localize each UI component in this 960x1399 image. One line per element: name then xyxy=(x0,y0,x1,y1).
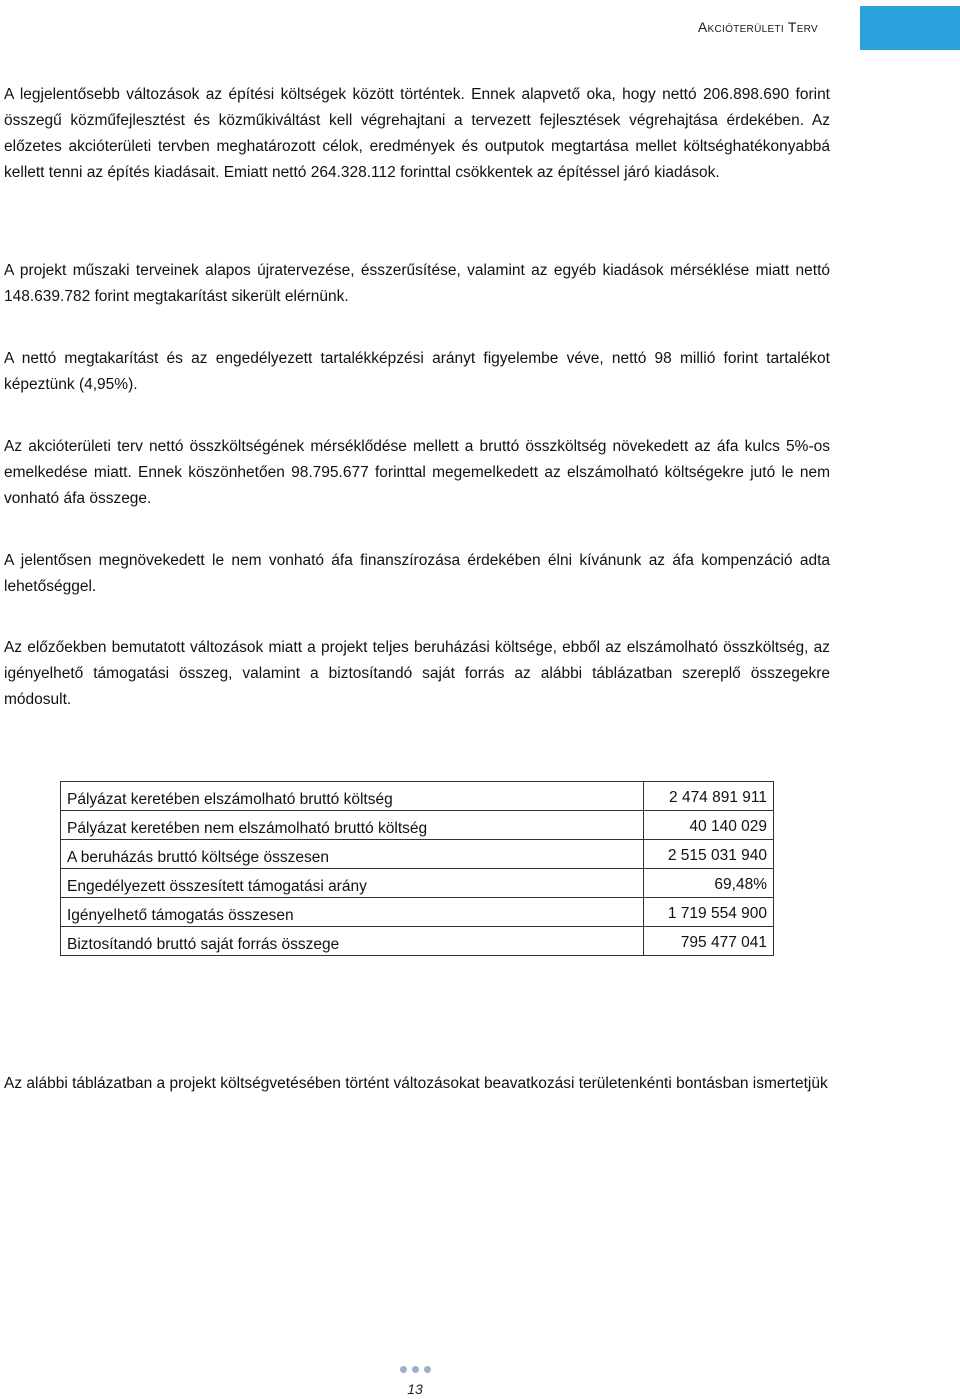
footer-dot xyxy=(412,1366,419,1373)
table-cell-label: Engedélyezett összesített támogatási arány xyxy=(61,869,644,898)
paragraph-breakdown-intro: Az alábbi táblázatban a projekt költségvetésében történt változásokat beavatkozási területenkénti bontásban ismertetjük xyxy=(4,1075,828,1092)
table-row xyxy=(61,782,774,811)
footer-dot xyxy=(424,1366,431,1373)
table-cell-value: 69,48% xyxy=(644,869,774,898)
table-cell-value: 2 474 891 911 xyxy=(644,782,774,811)
paragraph-reserve: A nettó megtakarítást és az engedélyezett tartalékképzési arányt figyelembe véve, nettó 98 millió forint tartalékot képeztünk (4,95%). xyxy=(4,350,830,393)
table-cell-label: Pályázat keretében nem elszámolható bruttó költség xyxy=(61,811,644,840)
paragraph-cost-changes: A legjelentősebb változások az építési költségek között történtek. Ennek alapvető oka, hogy nettó 206.898.690 forint összegű közműfejlesztést és közműkiváltást kell végrehajtani a tervezett fejlesztések végrehajtása érdekében. Az előzetes akcióterületi tervben meghatározott célok, eredmények és outputok megtartása mellet költséghatékonyabbá kellett tenni az építés kiadásait. Emiatt nettó 264.328.112 forinttal csökkentek az építéssel járó kiadások. xyxy=(4,86,830,181)
table-row xyxy=(61,840,774,869)
page-number: 13 xyxy=(407,1381,423,1397)
table-cell-value: 2 515 031 940 xyxy=(644,840,774,869)
table-cell-value: 795 477 041 xyxy=(644,927,774,956)
table-cell-value: 1 719 554 900 xyxy=(644,898,774,927)
paragraph-vat-increase: Az akcióterületi terv nettó összköltségének mérséklődése mellett a bruttó összköltség növekedett az áfa kulcs 5%-os emelkedése miatt. Ennek köszönhetően 98.795.677 forinttal megemelkedett az elszámolható költségekre jutó le nem vonható áfa összege. xyxy=(4,438,830,507)
table-row xyxy=(61,869,774,898)
table-cell-label: Biztosítandó bruttó saját forrás összege xyxy=(61,927,644,956)
footer-dot xyxy=(400,1366,407,1373)
table-cell-value: 40 140 029 xyxy=(644,811,774,840)
paragraph-table-intro: Az előzőekben bemutatott változások miatt a projekt teljes beruházási költsége, ebből az elszámolható összköltség, az igényelhető támogatási összeg, valamint a biztosítandó saját forrás az alábbi táblázatban szereplő összegekre módosult. xyxy=(4,639,830,708)
running-header-title: Akcióterületi Terv xyxy=(697,19,818,35)
table-row xyxy=(61,898,774,927)
cost-summary-table xyxy=(60,781,774,956)
table-row xyxy=(61,811,774,840)
table-cell-label: Igényelhető támogatás összesen xyxy=(61,898,644,927)
table-cell-label: Pályázat keretében elszámolható bruttó költség xyxy=(61,782,644,811)
footer-dots-icon xyxy=(380,1366,450,1373)
paragraph-savings: A projekt műszaki terveinek alapos újratervezése, ésszerűsítése, valamint az egyéb kiadások mérséklése miatt nettó 148.639.782 forint megtakarítást sikerült elérnünk. xyxy=(4,262,830,305)
page-footer xyxy=(380,1366,450,1397)
paragraph-vat-compensation: A jelentősen megnövekedett le nem vonható áfa finanszírozása érdekében élni kívánunk az áfa kompenzáció adta lehetőséggel. xyxy=(4,552,830,595)
table-row xyxy=(61,927,774,956)
header-accent-block xyxy=(860,6,960,50)
table-cell-label: A beruházás bruttó költsége összesen xyxy=(61,840,644,869)
